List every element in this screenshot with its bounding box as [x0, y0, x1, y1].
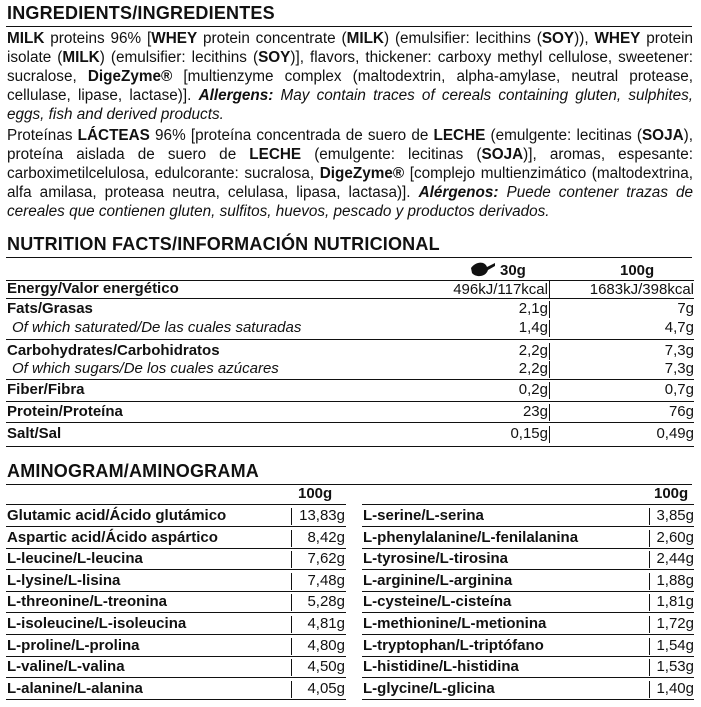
nutrient-serving-value: 2,1g — [518, 300, 548, 317]
column-divider — [549, 343, 550, 360]
amino-acid-value: 1,53g — [656, 658, 694, 675]
nutrient-serving-value: 2,2g — [518, 360, 548, 377]
column-divider — [291, 681, 292, 698]
column-divider — [549, 320, 550, 337]
amino-acid-label: L-histidine/L-histidina — [363, 658, 519, 675]
divider — [6, 504, 346, 505]
divider — [362, 504, 694, 505]
amino-acid-value: 3,85g — [656, 507, 694, 524]
divider — [362, 699, 694, 700]
column-divider — [649, 551, 650, 568]
column-header-serving: 30g — [500, 262, 526, 279]
nutrient-serving-value: 0,15g — [510, 425, 548, 442]
energy-100g-value: 1683kJ/398kcal — [589, 281, 694, 298]
divider — [6, 569, 346, 570]
amino-acid-label: L-valine/L-valina — [7, 658, 125, 675]
divider — [6, 339, 694, 340]
nutrient-serving-value: 0,2g — [518, 381, 548, 398]
allergen-emphasis: MILK — [7, 30, 45, 47]
column-divider — [549, 361, 550, 378]
column-divider — [649, 530, 650, 547]
divider — [6, 26, 692, 27]
allergen-emphasis: WHEY — [594, 30, 641, 47]
column-divider — [649, 616, 650, 633]
column-divider — [549, 382, 550, 399]
ingredient-text: protein concentrate ( — [197, 30, 347, 47]
divider — [362, 548, 694, 549]
ingredient-text: ), proteína aislada de suero de — [7, 127, 693, 163]
nutrient-serving-value: 1,4g — [518, 319, 548, 336]
amino-acid-label: L-leucine/L-leucina — [7, 550, 143, 567]
nutrient-100g-value: 0,7g — [664, 381, 694, 398]
column-divider — [291, 551, 292, 568]
divider — [6, 591, 346, 592]
column-divider — [291, 530, 292, 547]
column-divider — [549, 404, 550, 421]
divider — [6, 298, 694, 299]
column-divider — [291, 638, 292, 655]
ingredient-text: )], aromas, espesante: carboximetilcelulosa, edulcorante: sucralosa, — [7, 146, 693, 182]
column-divider — [549, 426, 550, 443]
column-divider — [549, 301, 550, 318]
divider — [362, 677, 694, 678]
divider — [6, 612, 346, 613]
ingredient-text: 96% [proteína concentrada de suero de — [149, 127, 434, 144]
amino-acid-label: L-lysine/L-lisina — [7, 572, 121, 589]
nutrient-sub-label: Of which sugars/De los cuales azúcares — [12, 360, 279, 377]
allergen-emphasis: LECHE — [249, 146, 302, 163]
ingredient-text: (emulgente: lecitinas ( — [485, 127, 642, 144]
amino-acid-value: 2,44g — [656, 550, 694, 567]
nutrient-100g-value: 0,49g — [656, 425, 694, 442]
amino-acid-label: L-serine/L-serina — [363, 507, 484, 524]
column-divider — [649, 594, 650, 611]
amino-acid-label: L-alanine/L-alanina — [7, 680, 143, 697]
nutrient-100g-value: 7g — [677, 300, 694, 317]
amino-acid-value: 8,42g — [307, 529, 345, 546]
nutrient-label: Salt/Sal — [7, 425, 62, 442]
scoop-icon — [470, 261, 496, 279]
nutrition-title: NUTRITION FACTS/INFORMACIÓN NUTRICIONAL — [7, 234, 440, 254]
ingredient-text: (emulgente: lecitinas ( — [301, 146, 482, 163]
ingredients-spanish — [7, 126, 693, 221]
divider — [362, 656, 694, 657]
ingredient-text: [multienzyme complex (maltodextrin, alpha-amylase, neutral protease, cellulase, lipase, lactase)]. — [7, 68, 693, 104]
nutrient-label: Carbohydrates/Carbohidratos — [7, 342, 220, 359]
ingredients-title: INGREDIENTS/INGREDIENTES — [7, 3, 275, 23]
nutrient-100g-value: 76g — [668, 403, 694, 420]
allergen-heading: Alérgenos: — [418, 184, 499, 201]
ingredient-text: proteins 96% [ — [44, 30, 152, 47]
aminogram-title: AMINOGRAM/AMINOGRAMA — [7, 461, 259, 481]
divider — [6, 257, 692, 258]
energy-serving-value: 496kJ/117kcal — [453, 281, 548, 298]
amino-acid-label: L-phenylalanine/L-fenilalanina — [363, 529, 579, 546]
nutrient-100g-value: 4,7g — [664, 319, 694, 336]
amino-acid-label: L-glycine/L-glicina — [363, 680, 495, 697]
energy-label: Energy/Valor energético — [7, 280, 179, 297]
nutrient-serving-value: 23g — [522, 403, 548, 420]
amino-acid-label: L-arginine/L-arginina — [363, 572, 513, 589]
allergen-emphasis: SOY — [541, 30, 575, 47]
column-divider — [291, 573, 292, 590]
amino-acid-value: 1,88g — [656, 572, 694, 589]
divider — [6, 699, 346, 700]
divider — [362, 612, 694, 613]
column-header-100g: 100g — [298, 485, 333, 502]
amino-acid-value: 1,54g — [656, 637, 694, 654]
allergen-emphasis: DigeZyme® — [87, 68, 173, 85]
allergen-emphasis: SOJA — [641, 127, 684, 144]
amino-acid-value: 7,48g — [307, 572, 345, 589]
column-header-100g: 100g — [654, 485, 689, 502]
nutrient-label: Fats/Grasas — [7, 300, 93, 317]
nutrient-label: Fiber/Fibra — [7, 381, 85, 398]
amino-acid-label: L-proline/L-prolina — [7, 637, 140, 654]
allergen-emphasis: SOY — [258, 49, 291, 66]
amino-acid-label: L-tryptophan/L-triptófano — [363, 637, 544, 654]
amino-acid-value: 13,83g — [299, 507, 345, 524]
allergen-heading: Allergens: — [198, 87, 274, 104]
amino-acid-value: 7,62g — [307, 550, 345, 567]
column-divider — [649, 508, 650, 525]
amino-acid-value: 1,40g — [656, 680, 694, 697]
allergen-emphasis: LÁCTEAS — [77, 127, 150, 144]
amino-acid-label: L-isoleucine/L-isoleucina — [7, 615, 187, 632]
divider — [362, 526, 694, 527]
allergen-emphasis: LECHE — [433, 127, 486, 144]
nutrient-serving-value: 2,2g — [518, 342, 548, 359]
nutrient-label: Protein/Proteína — [7, 403, 123, 420]
allergen-emphasis: MILK — [346, 30, 384, 47]
amino-acid-value: 4,81g — [307, 615, 345, 632]
divider — [6, 422, 694, 423]
divider — [6, 526, 346, 527]
divider — [362, 634, 694, 635]
amino-acid-label: L-cysteine/L-cisteína — [363, 593, 512, 610]
divider — [362, 591, 694, 592]
column-divider — [649, 659, 650, 676]
amino-acid-label: Glutamic acid/Ácido glutámico — [7, 507, 227, 524]
nutrient-100g-value: 7,3g — [664, 360, 694, 377]
amino-acid-value: 1,81g — [656, 593, 694, 610]
allergen-emphasis: MILK — [62, 49, 100, 66]
amino-acid-value: 2,60g — [656, 529, 694, 546]
divider — [6, 401, 694, 402]
divider — [6, 379, 694, 380]
column-divider — [649, 573, 650, 590]
column-divider — [649, 681, 650, 698]
column-divider — [291, 616, 292, 633]
nutrient-sub-label: Of which saturated/De las cuales saturadas — [12, 319, 302, 336]
ingredient-text: )), — [574, 30, 595, 47]
column-divider — [549, 281, 550, 298]
allergen-note: Puede contener trazas de cereales que contienen gluten, sulfitos, huevos, pescado y productos derivados. — [7, 184, 693, 220]
ingredient-text: Proteínas — [7, 127, 78, 144]
amino-acid-value: 1,72g — [656, 615, 694, 632]
ingredient-text: )], flavors, thickener: carboxy methyl cellulose, sweetener: sucralose, — [7, 49, 693, 85]
ingredient-text: ) (emulsifier: lecithins ( — [383, 30, 542, 47]
column-divider — [291, 594, 292, 611]
ingredient-text: [complejo multienzimático (maltodextrina, alfa amilasa, proteasa neutra, celulasa, lipasa, lactasa)]. — [7, 165, 693, 201]
divider — [6, 677, 346, 678]
allergen-emphasis: SOJA — [481, 146, 524, 163]
amino-acid-label: L-tyrosine/L-tirosina — [363, 550, 509, 567]
column-divider — [291, 508, 292, 525]
column-header-100g: 100g — [620, 262, 655, 279]
divider — [6, 484, 692, 485]
amino-acid-label: Aspartic acid/Ácido aspártico — [7, 529, 218, 546]
divider — [6, 446, 694, 447]
allergen-note: May contain traces of cereals containing gluten, sulphites, eggs, fish and derived products. — [7, 87, 693, 123]
divider — [362, 569, 694, 570]
column-divider — [291, 659, 292, 676]
ingredient-text: ) (emulsifier: lecithins ( — [99, 49, 259, 66]
allergen-emphasis: DigeZyme® — [319, 165, 405, 182]
divider — [6, 634, 346, 635]
column-divider — [649, 638, 650, 655]
amino-acid-label: L-methionine/L-metionina — [363, 615, 547, 632]
divider — [6, 656, 346, 657]
amino-acid-value: 4,80g — [307, 637, 345, 654]
amino-acid-value: 4,50g — [307, 658, 345, 675]
nutrient-100g-value: 7,3g — [664, 342, 694, 359]
allergen-emphasis: WHEY — [151, 30, 198, 47]
ingredients-english — [7, 29, 693, 124]
amino-acid-value: 4,05g — [307, 680, 345, 697]
amino-acid-label: L-threonine/L-treonina — [7, 593, 167, 610]
amino-acid-value: 5,28g — [307, 593, 345, 610]
ingredient-text: protein isolate ( — [7, 30, 693, 66]
divider — [6, 548, 346, 549]
